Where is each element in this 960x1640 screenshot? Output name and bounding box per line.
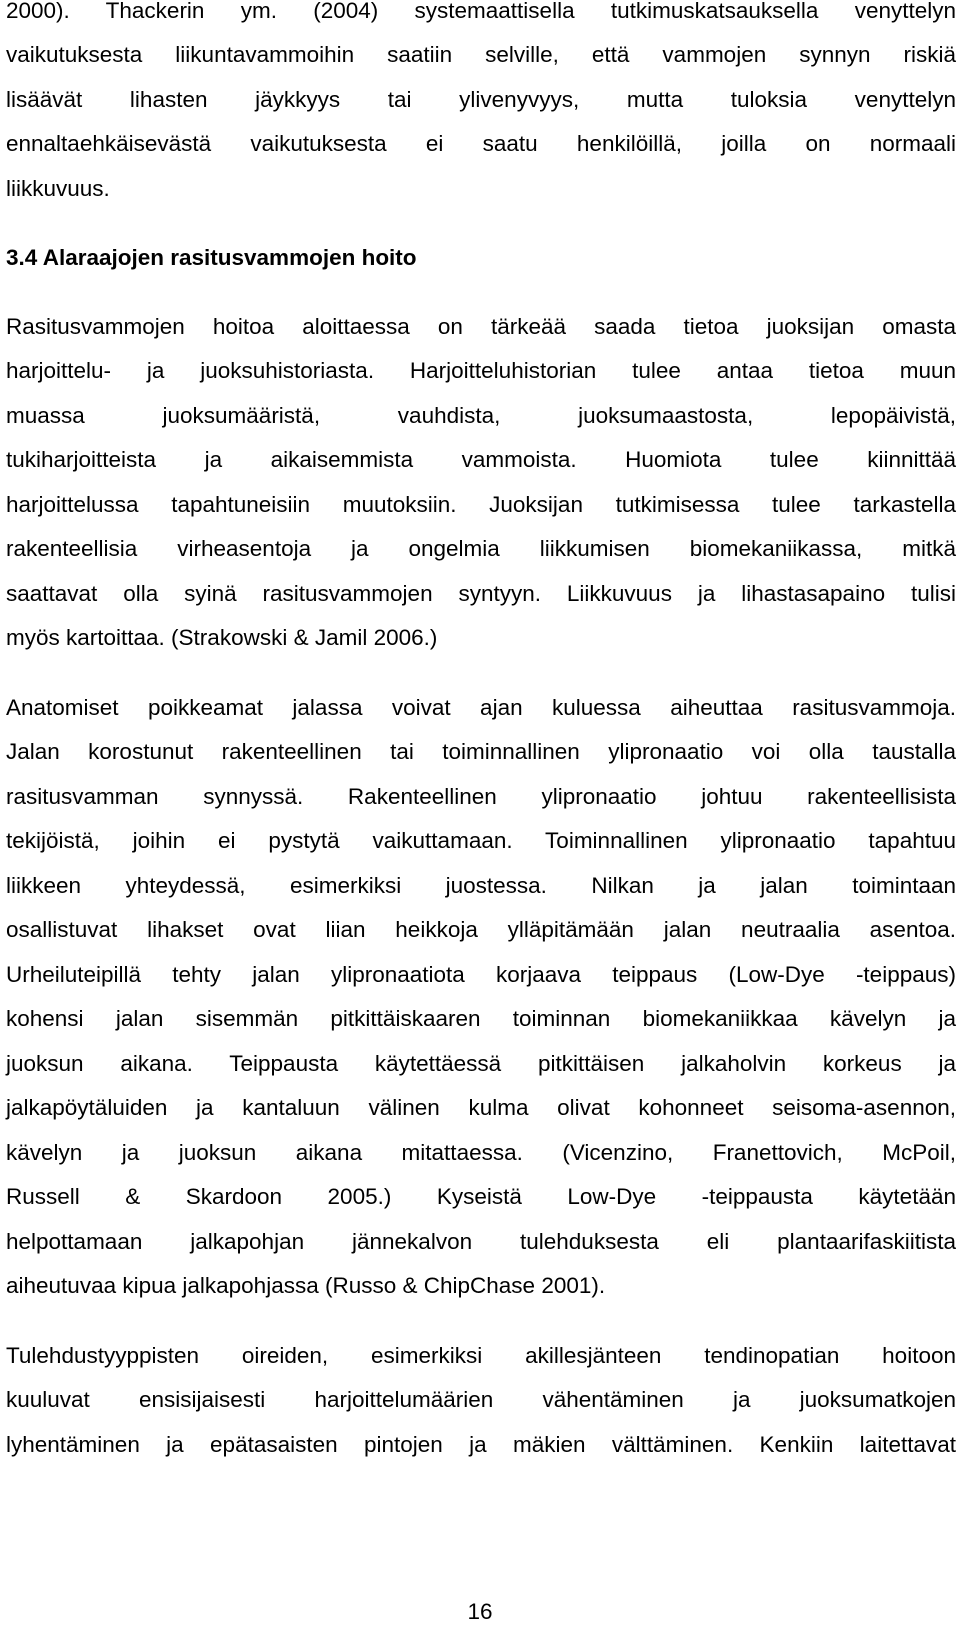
text-line: jalkapöytäluiden ja kantaluun välinen kulma olivat kohonneet seisoma-asennon, <box>6 1095 956 1120</box>
text-line: tekijöistä, joihin ei pystytä vaikuttamaan. Toiminnallinen ylipronaatio tapahtuu <box>6 828 956 853</box>
text-line: harjoittelussa tapahtuneisiin muutoksiin. Juoksijan tutkimisessa tulee tarkastella <box>6 492 956 517</box>
text-line: rakenteellisia virheasentoja ja ongelmia liikkumisen biomekaniikassa, mitkä <box>6 536 956 561</box>
text-line: Urheiluteipillä tehty jalan ylipronaatiota korjaava teippaus (Low-Dye -teippaus) <box>6 962 956 987</box>
text-line: vaikutuksesta liikuntavammoihin saatiin selville, että vammojen synnyn riskiä <box>6 42 956 67</box>
text-line: juoksun aikana. Teippausta käytettäessä pitkittäisen jalkaholvin korkeus ja <box>6 1051 956 1076</box>
text-line: lyhentäminen ja epätasaisten pintojen ja mäkien välttäminen. Kenkiin laitettavat <box>6 1432 956 1457</box>
text-line: aiheutuvaa kipua jalkapohjassa (Russo & ChipChase 2001). <box>6 1273 606 1298</box>
text-line: Russell & Skardoon 2005.) Kyseistä Low-Dye -teippausta käytetään <box>6 1184 956 1209</box>
text-line: Rasitusvammojen hoitoa aloittaessa on tärkeää saada tietoa juoksijan omasta <box>6 314 956 339</box>
text-line: harjoittelu- ja juoksuhistoriasta. Harjoitteluhistorian tulee antaa tietoa muun <box>6 358 956 383</box>
text-line: rasitusvamman synnyssä. Rakenteellinen ylipronaatio johtuu rakenteellisista <box>6 784 956 809</box>
text-line: 2000). Thackerin ym. (2004) systemaattisella tutkimuskatsauksella venyttelyn <box>6 0 956 23</box>
text-line: kuuluvat ensisijaisesti harjoittelumäärien vähentäminen ja juoksumatkojen <box>6 1387 956 1412</box>
text-line: Jalan korostunut rakenteellinen tai toiminnallinen ylipronaatio voi olla taustalla <box>6 739 956 764</box>
text-line: liikkeen yhteydessä, esimerkiksi juostessa. Nilkan ja jalan toimintaan <box>6 873 956 898</box>
text-line: helpottamaan jalkapohjan jännekalvon tulehduksesta eli plantaarifaskiitista <box>6 1229 956 1254</box>
text-line: tukiharjoitteista ja aikaisemmista vammoista. Huomiota tulee kiinnittää <box>6 447 956 472</box>
text-line: saattavat olla syinä rasitusvammojen syntyyn. Liikkuvuus ja lihastasapaino tulisi <box>6 581 956 606</box>
page-number: 16 <box>467 1599 493 1624</box>
text-line: osallistuvat lihakset ovat liian heikkoja ylläpitämään jalan neutraalia asentoa. <box>6 917 956 942</box>
text-line: kohensi jalan sisemmän pitkittäiskaaren toiminnan biomekaniikkaa kävelyn ja <box>6 1006 956 1031</box>
text-line: liikkuvuus. <box>6 176 110 201</box>
section-heading: 3.4 Alaraajojen rasitusvammojen hoito <box>6 245 417 270</box>
text-line: lisäävät lihasten jäykkyys tai ylivenyvyys, mutta tuloksia venyttelyn <box>6 87 956 112</box>
text-line: muassa juoksumääristä, vauhdista, juoksumaastosta, lepopäivistä, <box>6 403 956 428</box>
text-line: Anatomiset poikkeamat jalassa voivat ajan kuluessa aiheuttaa rasitusvammoja. <box>6 695 956 720</box>
text-line: kävelyn ja juoksun aikana mitattaessa. (Vicenzino, Franettovich, McPoil, <box>6 1140 956 1165</box>
text-line: myös kartoittaa. (Strakowski & Jamil 2006.) <box>6 625 438 650</box>
text-line: Tulehdustyyppisten oireiden, esimerkiksi akillesjänteen tendinopatian hoitoon <box>6 1343 956 1368</box>
text-line: ennaltaehkäisevästä vaikutuksesta ei saatu henkilöillä, joilla on normaali <box>6 131 956 156</box>
